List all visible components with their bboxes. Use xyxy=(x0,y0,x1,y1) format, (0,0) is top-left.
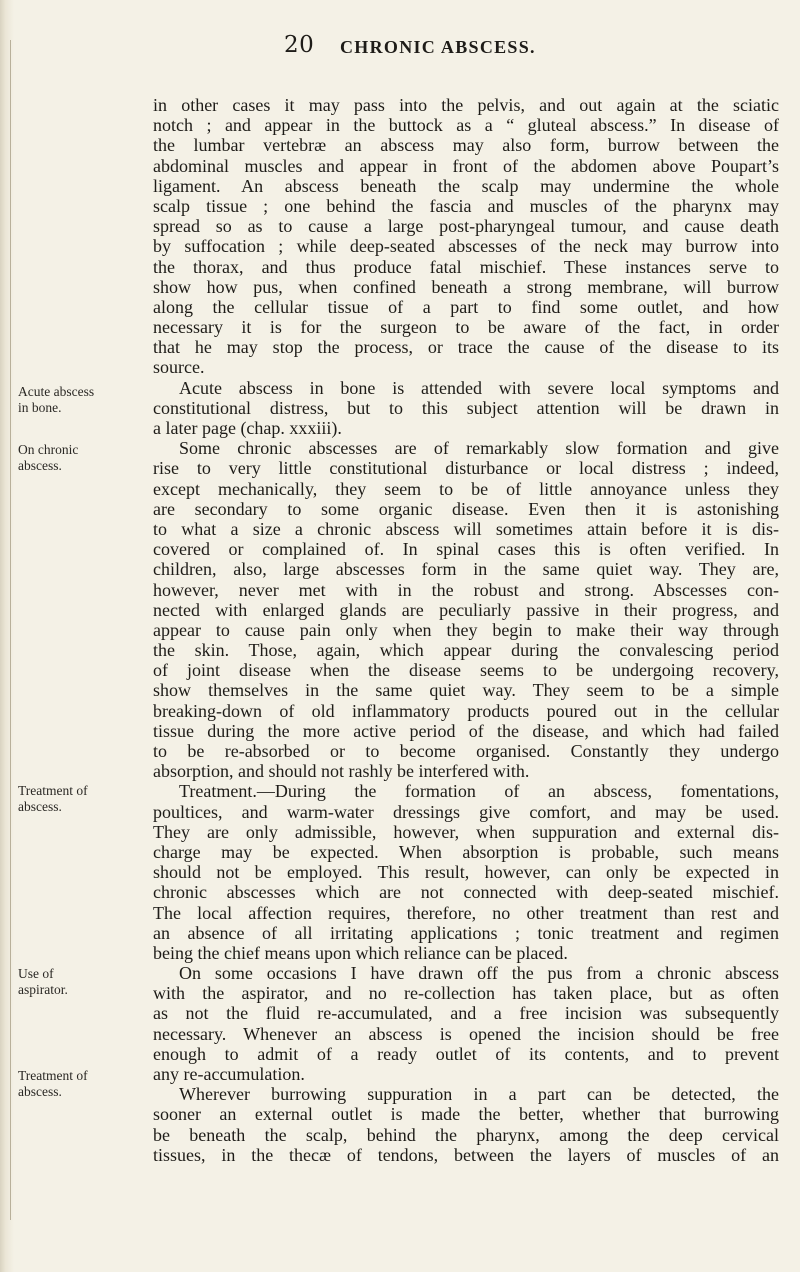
text-line: however, never met with in the robust and strong. Abscesses con- xyxy=(153,579,779,600)
margin-note-line: Acute abscess xyxy=(18,384,95,399)
margin-note-acute-abscess xyxy=(18,384,150,416)
text-line: show how pus, when confined beneath a strong membrane, will burrow xyxy=(153,276,779,297)
margin-note-line: in bone. xyxy=(18,400,62,415)
text-line: charge may be expected. When absorption is probable, such means xyxy=(153,841,779,862)
text-line: are secondary to some organic disease. Even then it is astonishing xyxy=(153,498,779,519)
text-line: by suffocation ; while deep-seated abscesses of the neck may burrow into xyxy=(153,236,779,257)
running-title: CHRONIC ABSCESS. xyxy=(340,37,536,57)
text-line: tissue during the more active period of the disease, and which had failed xyxy=(153,720,779,741)
text-line: except mechanically, they seem to be of little annoyance unless they xyxy=(153,478,779,499)
text-line: be beneath the scalp, behind the pharynx, among the deep cervical xyxy=(153,1124,779,1145)
text-line: being the chief means upon which reliance can be placed. xyxy=(153,942,568,963)
margin-note-line: abscess. xyxy=(18,799,62,814)
text-line: source. xyxy=(153,357,205,378)
text-line: necessary. Whenever an abscess is opened the incision should be free xyxy=(153,1023,779,1044)
margin-note-line: aspirator. xyxy=(18,982,68,997)
margin-note-aspirator xyxy=(18,966,150,998)
page-binding-shadow xyxy=(0,0,14,1272)
margin-note-treatment-burrowing xyxy=(18,1068,150,1100)
text-line: nected with enlarged glands are peculiarly passive in their progress, and xyxy=(153,599,779,620)
text-line: show themselves in the same quiet way. They seem to be a simple xyxy=(153,680,779,701)
text-line: should not be employed. This result, however, can only be expected in xyxy=(153,862,779,883)
text-line: scalp tissue ; one behind the fascia and muscles of the pharynx may xyxy=(153,195,779,216)
text-line: tissues, in the thecæ of tendons, between the layers of muscles of an xyxy=(153,1144,779,1165)
text-line: spread so as to cause a large post-pharyngeal tumour, and cause death xyxy=(153,216,779,237)
text-line: sooner an external outlet is made the better, whether that burrowing xyxy=(153,1104,779,1125)
margin-note-line: On chronic xyxy=(18,442,79,457)
text-line: Some chronic abscesses are of remarkably slow formation and give xyxy=(179,438,779,459)
text-line: The local affection requires, therefore, no other treatment than rest and xyxy=(153,902,779,923)
margin-note-treatment xyxy=(18,783,150,815)
text-line: that he may stop the process, or trace the cause of the disease to its xyxy=(153,337,779,358)
text-line: an absence of all irritating applications ; tonic treatment and regimen xyxy=(153,922,779,943)
text-line: ligament. An abscess beneath the scalp may undermine the whole xyxy=(153,175,779,196)
text-line: enough to admit of a ready outlet of its contents, and to prevent xyxy=(153,1043,779,1064)
text-line: with the aspirator, and no re-collection has taken place, but as often xyxy=(153,983,779,1004)
text-line: children, also, large abscesses form in the same quiet way. They are, xyxy=(153,559,779,580)
text-line: of joint disease when the disease seems to be undergoing recovery, xyxy=(153,660,779,681)
margin-note-line: abscess. xyxy=(18,1084,62,1099)
margin-note-line: abscess. xyxy=(18,458,62,473)
text-line: rise to very little constitutional disturbance or local distress ; indeed, xyxy=(153,458,779,479)
binding-edge xyxy=(10,40,11,1220)
margin-note-chronic-abscess xyxy=(18,442,150,474)
text-line: to be re-absorbed or to become organised. Constantly they undergo xyxy=(153,741,779,761)
text-line: breaking-down of old inflammatory products poured out in the cellular xyxy=(153,700,779,721)
text-line: chronic abscesses which are not connected with deep-seated mischief. xyxy=(153,882,779,903)
text-line: the thorax, and thus produce fatal mischief. These instances serve to xyxy=(153,256,779,277)
text-line: poultices, and warm-water dressings give comfort, and may be used. xyxy=(153,801,779,822)
text-line: Wherever burrowing suppuration in a part can be detected, the xyxy=(179,1084,779,1105)
text-line: in other cases it may pass into the pelvis, and out again at the sciatic xyxy=(153,95,779,115)
text-line: notch ; and appear in the buttock as a “ gluteal abscess.” In disease of xyxy=(153,115,779,136)
margin-note-line: Treatment of xyxy=(18,783,88,798)
text-line: the lumbar vertebræ an abscess may also form, burrow between the xyxy=(153,135,779,156)
text-line: Treatment.—During the formation of an abscess, fomentations, xyxy=(179,781,779,802)
text-line: constitutional distress, but to this subject attention will be drawn in xyxy=(153,397,779,418)
text-line: as not the fluid re-accumulated, and a free incision was subsequently xyxy=(153,1003,779,1024)
text-line: a later page (chap. xxxiii). xyxy=(153,418,342,438)
text-line: to what a size a chronic abscess will sometimes attain before it is dis- xyxy=(153,518,779,539)
margin-note-line: Use of xyxy=(18,966,54,981)
text-line: They are only admissible, however, when suppuration and external dis- xyxy=(153,821,779,842)
body-text xyxy=(153,95,779,1165)
text-line: absorption, and should not rashly be interfered with. xyxy=(153,761,530,782)
page-number: 20 xyxy=(284,32,315,58)
text-line: any re-accumulation. xyxy=(153,1064,305,1084)
text-line: necessary it is for the surgeon to be aware of the fact, in order xyxy=(153,317,779,338)
text-line: appear to cause pain only when they begin to make their way through xyxy=(153,619,779,640)
text-line: abdominal muscles and appear in front of the abdomen above Poupart’s xyxy=(153,155,779,176)
margin-note-line: Treatment of xyxy=(18,1068,88,1083)
text-line: On some occasions I have drawn off the pus from a chronic abscess xyxy=(179,963,779,984)
text-line: covered or complained of. In spinal cases this is often verified. In xyxy=(153,539,779,560)
text-line: the skin. Those, again, which appear during the convalescing period xyxy=(153,640,779,661)
text-line: Acute abscess in bone is attended with severe local symptoms and xyxy=(179,377,779,398)
text-line: along the cellular tissue of a part to find some outlet, and how xyxy=(153,296,779,317)
